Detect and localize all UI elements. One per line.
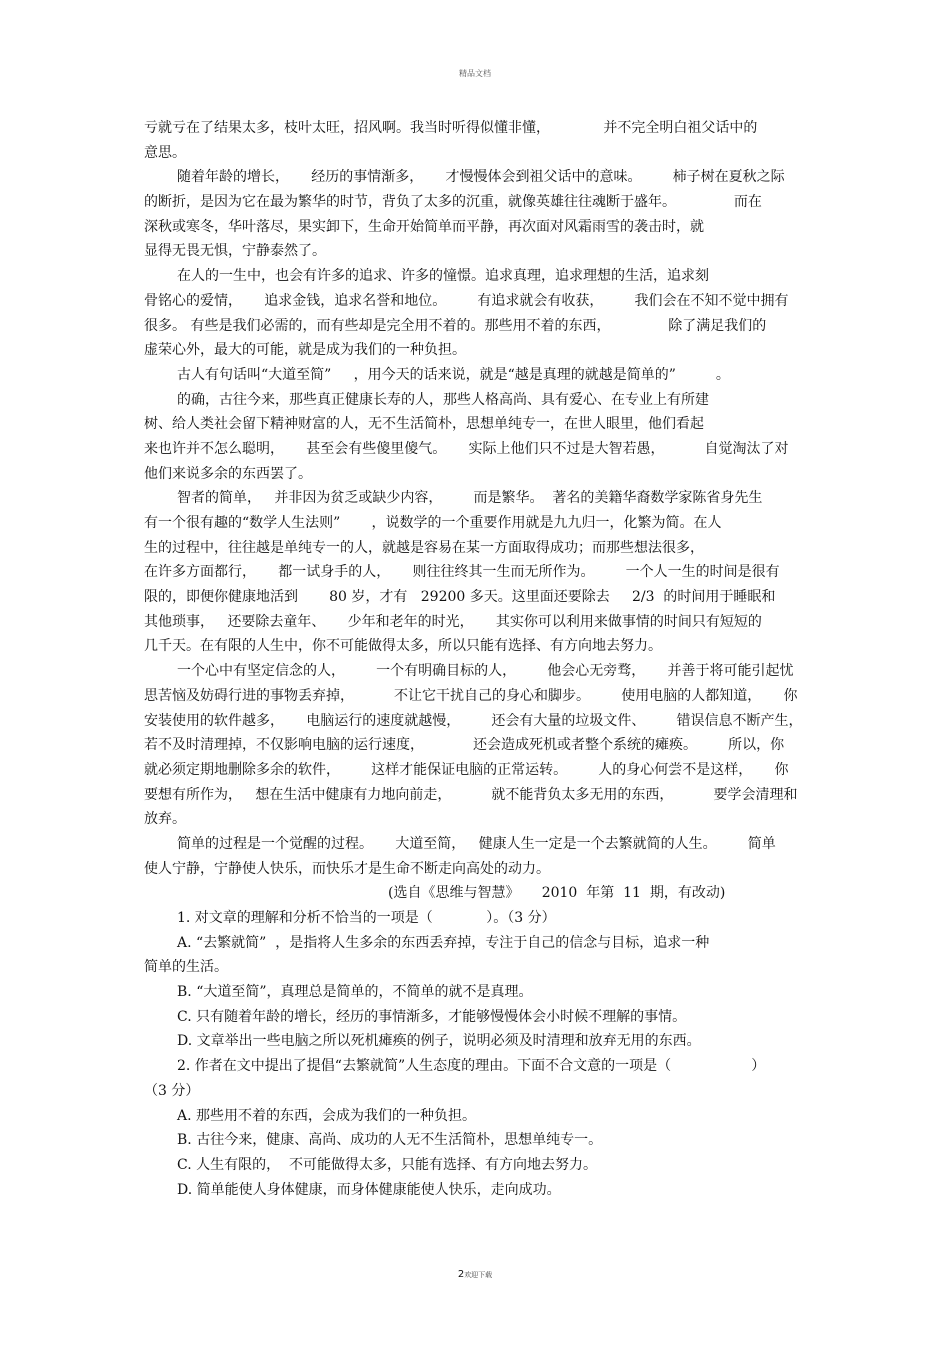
text-line: 简单的过程是一个觉醒的过程。 大道至简， 健康人生一定是一个去繁就简的人生。 简单 bbox=[177, 835, 776, 852]
text-line: 使人宁静，宁静使人快乐，而快乐才是生命不断走向高处的动力。 bbox=[144, 860, 550, 877]
text-line: 古人有句话叫“大道至简” ，用今天的话来说，就是“越是真理的就越是简单的” 。 bbox=[177, 366, 730, 383]
text-line: 亏就亏在了结果太多，枝叶太旺，招风啊。我当时听得似懂非懂， 并不完全明白祖父话中的 bbox=[144, 120, 758, 136]
text-line: 简单的生活。 bbox=[144, 959, 228, 976]
article-body bbox=[144, 116, 810, 1202]
text-line: 树、给人类社会留下精神财富的人，无不生活简朴，思想单纯专一，在世人眼里，他们看起 bbox=[144, 416, 704, 433]
text-line: 有一个很有趣的“数学人生法则” ，说数学的一个重要作用就是九九归一，化繁为简。在人 bbox=[144, 515, 722, 531]
text-line: 智者的简单， 并非因为贫乏或缺少内容， 而是繁华。 著名的美籍华裔数学家陈省身先生 bbox=[177, 490, 763, 507]
text-line: A. “去繁就简” ，是指将人生多余的东西丢弃掉，专注于自己的信念与目标，追求一种 bbox=[177, 934, 710, 951]
text-line: 显得无畏无惧，宁静泰然了。 bbox=[144, 243, 326, 260]
text-line: （3 分） bbox=[144, 1082, 200, 1099]
text-line: 限的，即便你健康地活到 80 岁，才有 29200 多天。这里面还要除去 2/3 的时间用于睡眠和 bbox=[144, 589, 776, 606]
text-line: 其他琐事， 还要除去童年、 少年和老年的时光， 其实你可以利用来做事情的时间只有短短的 bbox=[144, 613, 762, 630]
text-line: 深秋或寒冬，华叶落尽，果实卸下，生命开始简单而平静，再次面对风霜雨雪的袭击时，就 bbox=[144, 218, 704, 235]
text-line: 思苦恼及妨碍行进的事物丢弃掉， 不让它干扰自己的身心和脚步。 使用电脑的人都知道， 你 bbox=[144, 687, 798, 704]
text-line: 放弃。 bbox=[144, 811, 186, 828]
text-line: 安装使用的软件越多， 电脑运行的速度就越慢， 还会有大量的垃圾文件、 错误信息不断产生， bbox=[144, 712, 803, 729]
footer-text: 欢迎下载 bbox=[464, 1271, 493, 1279]
text-line: 若不及时清理掉，不仅影响电脑的运行速度， 还会造成死机或者整个系统的瘫痪。 所以，你 bbox=[144, 737, 785, 754]
text-line: D. 简单能使人身体健康，而身体健康能使人快乐，走向成功。 bbox=[177, 1181, 561, 1198]
text-line: 的确，古往今来，那些真正健康长寿的人，那些人格高尚、具有爱心、在专业上有所建 bbox=[177, 391, 709, 408]
text-line: 来也许并不怎么聪明， 甚至会有些傻里傻气。 实际上他们只不过是大智若愚， 自觉淘汰了对 bbox=[144, 440, 789, 457]
text-line: (选自《思维与智慧》 2010 年第 11 期，有改动) bbox=[388, 885, 726, 902]
text-line: 要想有所作为， 想在生活中健康有力地向前走， 就不能背负太多无用的东西， 要学会清理和 bbox=[144, 786, 798, 803]
text-line: 的断折，是因为它在最为繁华的时节，背负了太多的沉重，就像英雄往往魂断于盛年。 而在 bbox=[144, 194, 762, 211]
text-line: D. 文章举出一些电脑之所以死机瘫痪的例子，说明必须及时清理和放弃无用的东西。 bbox=[177, 1033, 701, 1050]
text-line: B. “大道至简”，真理总是简单的，不简单的就不是真理。 bbox=[177, 984, 533, 1001]
text-line: 虚荣心外，最大的可能，就是成为我们的一种负担。 bbox=[144, 342, 466, 359]
page-footer bbox=[0, 1262, 950, 1281]
text-line: 他们来说多余的东西罢了。 bbox=[144, 465, 312, 482]
text-line: C. 人生有限的， 不可能做得太多，只能有选择、有方向地去努力。 bbox=[177, 1156, 598, 1173]
text-line: B. 古往今来，健康、高尚、成功的人无不生活简朴，思想单纯专一。 bbox=[177, 1132, 603, 1149]
text-line: 随着年龄的增长， 经历的事情渐多， 才慢慢体会到祖父话中的意味。 柿子树在夏秋之际 bbox=[177, 169, 785, 186]
text-line: 生的过程中，往往越是单纯专一的人，就越是容易在某一方面取得成功；而那些想法很多， bbox=[144, 539, 704, 556]
text-line: 意思。 bbox=[144, 144, 186, 161]
text-line: 几千天。在有限的人生中，你不可能做得太多，所以只能有选择、有方向地去努力。 bbox=[144, 638, 662, 655]
text-line: 就必须定期地删除多余的软件， 这样才能保证电脑的正常运转。 人的身心何尝不是这样， 你 bbox=[144, 761, 789, 778]
text-line: 在人的一生中，也会有许多的追求、许多的憧憬。追求真理，追求理想的生活，追求刻 bbox=[177, 268, 709, 285]
text-line: 很多。 有些是我们必需的，而有些却是完全用不着的。那些用不着的东西， 除了满足我们的 bbox=[144, 317, 767, 334]
page-number: 2 bbox=[457, 1269, 465, 1280]
text-line: 一个心中有坚定信念的人， 一个有明确目标的人， 他会心无旁骛， 并善于将可能引起忧 bbox=[177, 663, 794, 680]
text-line: 在许多方面都行， 都一试身手的人， 则往往终其一生而无所作为。 一个人一生的时间是很有 bbox=[144, 564, 780, 581]
text-line: C. 只有随着年龄的增长，经历的事情渐多，才能够慢慢体会小时候不理解的事情。 bbox=[177, 1008, 687, 1025]
text-line: 1. 对文章的理解和分析不恰当的一项是（ ）。（3 分） bbox=[177, 910, 556, 926]
page-header: 精品文档 bbox=[459, 69, 491, 78]
text-line: A. 那些用不着的东西，会成为我们的一种负担。 bbox=[177, 1107, 477, 1124]
text-line: 骨铭心的爱情， 追求金钱，追求名誉和地位。 有追求就会有收获， 我们会在不知不觉中拥有 bbox=[144, 292, 789, 309]
text-line: 2. 作者在文中提出了提倡“去繁就简”人生态度的理由。下面不合文意的一项是（ ） bbox=[177, 1058, 766, 1075]
